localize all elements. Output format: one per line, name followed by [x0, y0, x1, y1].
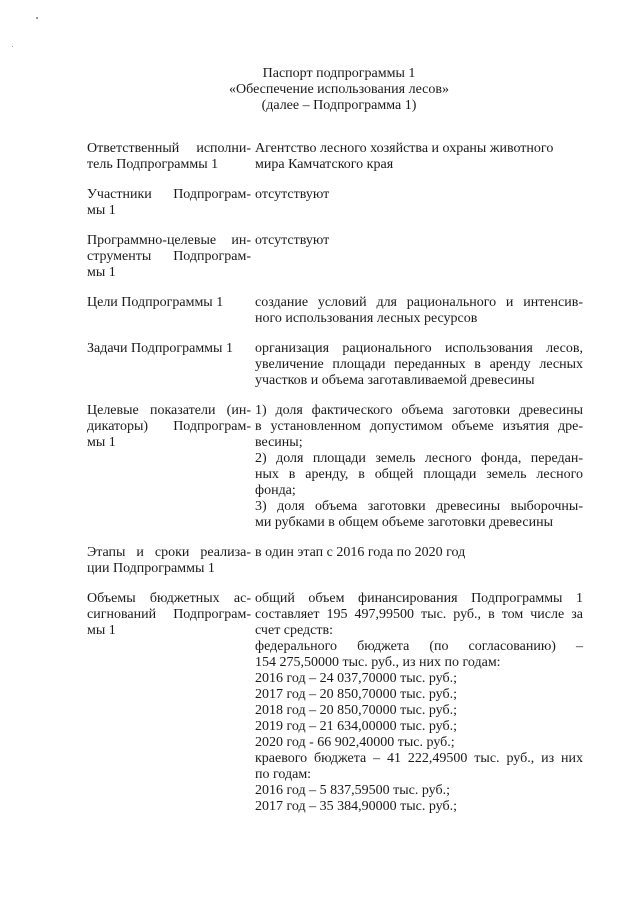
- row-value: [255, 545, 583, 577]
- label-line: сигнований Подпрограм-: [87, 607, 251, 622]
- row-participants: [87, 187, 585, 219]
- value-line: краевого бюджета – 41 222,49500 тыс. руб., из них: [255, 751, 583, 766]
- label-line: Участники Подпрограм-: [87, 187, 251, 202]
- value-line: отсутствуют: [255, 187, 330, 202]
- value-line: 154 275,50000 тыс. руб., из них по годам:: [255, 655, 501, 670]
- label-line: Целевые показатели (ин-: [87, 403, 251, 418]
- row-label: [87, 403, 255, 531]
- value-line: 2017 год – 35 384,90000 тыс. руб.;: [255, 799, 457, 814]
- value-line: 2016 год – 24 037,70000 тыс. руб.;: [255, 671, 457, 686]
- row-label: [87, 141, 255, 173]
- value-line: 3) доля объема заготовки древесины выборочны-: [255, 499, 583, 514]
- title-line: Паспорт подпрограммы 1: [262, 66, 416, 81]
- value-line: весины;: [255, 435, 303, 450]
- value-line: в один этап с 2016 года по 2020 год: [255, 545, 466, 560]
- row-value: [255, 591, 583, 815]
- value-line: мира Камчатского края: [255, 157, 394, 172]
- label-line: мы 1: [87, 203, 116, 218]
- value-line: 2016 год – 5 837,59500 тыс. руб.;: [255, 783, 450, 798]
- row-tasks: [87, 341, 585, 389]
- value-line: 2018 год – 20 850,70000 тыс. руб.;: [255, 703, 457, 718]
- row-label: [87, 295, 255, 327]
- value-line: ного использования лесных ресурсов: [255, 311, 478, 326]
- value-line: Агентство лесного хозяйства и охраны животного: [255, 141, 554, 156]
- label-line: Этапы и сроки реализа-: [87, 545, 251, 560]
- row-value: [255, 403, 583, 531]
- row-value: [255, 233, 583, 281]
- value-line: 2020 год - 66 902,40000 тыс. руб.;: [255, 735, 455, 750]
- passport-title: [0, 66, 639, 114]
- value-line: участков и объема заготавливаемой древесины: [255, 373, 535, 388]
- label-line: струменты Подпрограм-: [87, 249, 251, 264]
- title-line: (далее – Подпрограмма 1): [261, 98, 417, 113]
- label-line: дикаторы) Подпрограм-: [87, 419, 251, 434]
- value-line: фонда;: [255, 483, 296, 498]
- value-line: 2017 год – 20 850,70000 тыс. руб.;: [255, 687, 457, 702]
- row-label: [87, 545, 255, 577]
- value-line: в установленном допустимом объеме изъятия дре-: [255, 419, 583, 434]
- row-program-instruments: [87, 233, 585, 281]
- value-line: по годам:: [255, 767, 312, 782]
- row-label: [87, 233, 255, 281]
- value-line: ми рубками в общем объеме заготовки древесины: [255, 515, 553, 530]
- label-line: Цели Подпрограммы 1: [87, 295, 224, 310]
- label-line: Ответственный исполни-: [87, 141, 251, 156]
- row-value: [255, 341, 583, 389]
- label-line: тель Подпрограммы 1: [87, 157, 219, 172]
- label-line: Программно-целевые ин-: [87, 233, 251, 248]
- row-budget-allocations: [87, 591, 585, 815]
- value-line: увеличение площади переданных в аренду лесных: [255, 357, 583, 372]
- value-line: создание условий для рационального и интенсив-: [255, 295, 583, 310]
- value-line: организация рационального использования лесов,: [255, 341, 583, 356]
- row-label: [87, 187, 255, 219]
- row-value: [255, 295, 583, 327]
- value-line: федерального бюджета (по согласованию) –: [255, 639, 583, 654]
- scan-speck: [12, 46, 13, 47]
- row-goals: [87, 295, 585, 327]
- value-line: составляет 195 497,99500 тыс. руб., в том числе за: [255, 607, 583, 622]
- row-value: [255, 187, 583, 219]
- row-stages-terms: [87, 545, 585, 577]
- row-value: [255, 141, 583, 173]
- label-line: мы 1: [87, 623, 116, 638]
- label-line: Объемы бюджетных ас-: [87, 591, 251, 606]
- passport-table: [87, 141, 585, 829]
- label-line: ции Подпрограммы 1: [87, 561, 215, 576]
- row-responsible-executor: [87, 141, 585, 173]
- label-line: мы 1: [87, 265, 116, 280]
- value-line: отсутствуют: [255, 233, 330, 248]
- value-line: общий объем финансирования Подпрограммы 1: [255, 591, 583, 606]
- row-label: [87, 341, 255, 389]
- row-target-indicators: [87, 403, 585, 531]
- value-line: счет средств:: [255, 623, 334, 638]
- label-line: Задачи Подпрограммы 1: [87, 341, 233, 356]
- value-line: 2019 год – 21 634,00000 тыс. руб.;: [255, 719, 457, 734]
- title-line: «Обеспечение использования лесов»: [229, 82, 449, 97]
- scan-speck: [36, 17, 38, 19]
- value-line: 1) доля фактического объема заготовки древесины: [255, 403, 583, 418]
- row-label: [87, 591, 255, 815]
- label-line: мы 1: [87, 435, 116, 450]
- value-line: ных в аренду, в общей площади земель лесного: [255, 467, 583, 482]
- value-line: 2) доля площади земель лесного фонда, передан-: [255, 451, 583, 466]
